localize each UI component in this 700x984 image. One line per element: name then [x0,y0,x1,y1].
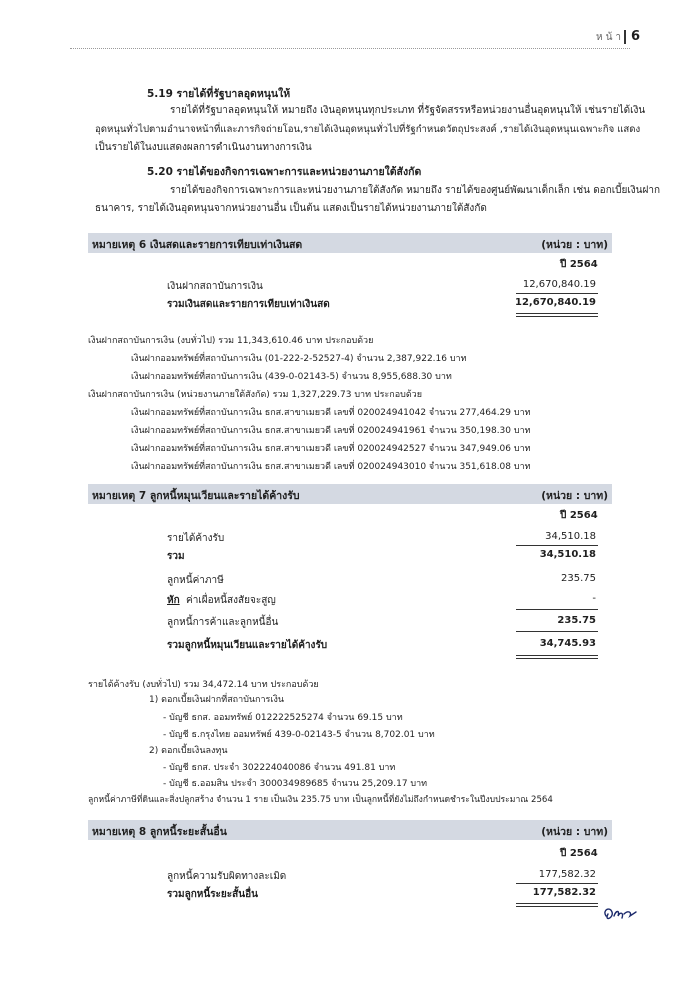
note-6-detail: เงินฝากสถาบันการเงิน (หน่วยงานภายใต้สังกัด) รวม 1,327,229.73 บาท ประกอบด้วย [88,390,422,400]
note-7-tax-label: ลูกหนี้ค่าภาษี [167,575,224,586]
note-6-subtotal-rule [516,293,598,294]
section-5-20-line: รายได้ของกิจการเฉพาะการและหน่วยงานภายใต้สังกัด หมายถึง รายได้ของศูนย์พัฒนาเด็กเล็ก เช่น ดอกเบี้ยเงินฝาก [170,185,661,196]
note-6-total-rule-1 [516,313,598,314]
note-8-title: หมายเหตุ 8 ลูกหนี้ระยะสั้นอื่น [92,826,227,838]
note-6-deposit-value: 12,670,840.19 [522,279,596,290]
note-6-total-label: รวมเงินสดและรายการเทียบเท่าเงินสด [167,299,330,310]
note-7-sum-label: รวม [167,551,185,562]
note-6-detail: เงินฝากออมทรัพย์ที่สถาบันการเงิน (439-0-02143-5) จำนวน 8,955,688.30 บาท [131,372,452,382]
note-7-total-rule-1 [516,655,598,656]
note-6-header [88,233,612,253]
note-6-detail: เงินฝากสถาบันการเงิน (งบทั่วไป) รวม 11,343,610.46 บาท ประกอบด้วย [88,336,374,346]
note-7-detail: - บัญชี ธ.ออมสิน ประจำ 300034989685 จำนวน 25,209.17 บาท [163,779,428,789]
note-7-trade-value: 235.75 [557,615,596,626]
page-label: หน้า [596,32,625,43]
note-7-accrued-rule [516,545,598,546]
note-8-subtotal-rule [516,883,598,884]
note-6-year: ปี 2564 [560,259,598,270]
note-6-deposit-label: เงินฝากสถาบันการเงิน [167,281,263,292]
note-6-unit: (หน่วย : บาท) [541,239,608,251]
note-7-less-label: หัก [167,595,180,606]
section-5-19-line: รายได้ที่รัฐบาลอุดหนุนให้ หมายถึง เงินอุดหนุนทุกประเภท ที่รัฐจัดสรรหรือหน่วยงานอื่นอุดหนุนให้ เช่นรายได้เงิน [170,105,646,116]
note-6-detail: เงินฝากออมทรัพย์ที่สถาบันการเงิน ธกส.สาขาเมยวดี เลขที่ 020024941961 จำนวน 350,198.30 บาท [131,426,531,436]
note-7-year: ปี 2564 [560,510,598,521]
section-5-19-line: อุดหนุนทั่วไปตามอำนาจหน้าที่และภารกิจถ่ายโอน,รายได้เงินอุดหนุนทั่วไปที่รัฐกำหนดวัตถุประสงค์ ,รายได้เงินอุดหนุนเฉพาะกิจ แสดง [95,124,641,135]
note-6-total-rule-2 [516,316,598,317]
section-5-20-line: ธนาคาร, รายได้เงินอุดหนุนจากหน่วยงานอื่น เป็นต้น แสดงเป็นรายได้หน่วยงานภายใต้สังกัด [95,203,487,214]
note-8-total-label: รวมลูกหนี้ระยะสั้นอื่น [167,889,258,900]
note-7-tax-value: 235.75 [561,573,596,584]
note-7-detail: - บัญชี ธ.กรุงไทย ออมทรัพย์ 439-0-02143-5 จำนวน 8,702.01 บาท [163,730,435,740]
note-6-title: หมายเหตุ 6 เงินสดและรายการเทียบเท่าเงินสด [92,239,303,251]
note-7-sum-value: 34,510.18 [539,549,596,560]
note-6-detail: เงินฝากออมทรัพย์ที่สถาบันการเงิน ธกส.สาขาเมยวดี เลขที่ 020024941042 จำนวน 277,464.29 บาท [131,408,531,418]
note-7-allowance-value: - [592,593,596,604]
handwritten-signature [600,900,640,930]
note-8-total-value: 177,582.32 [532,887,596,898]
note-7-allowance-rule [516,609,598,610]
note-8-tort-value: 177,582.32 [538,869,596,880]
note-8-year: ปี 2564 [560,848,598,859]
note-7-total-label: รวมลูกหนี้หมุนเวียนและรายได้ค้างรับ [167,640,328,651]
note-7-trade-label: ลูกหนี้การค้าและลูกหนี้อื่น [167,617,279,628]
page-number: 6 [631,29,641,44]
note-7-accrued-value: 34,510.18 [545,531,596,542]
note-8-total-rule-2 [516,906,598,907]
note-8-header [88,820,612,840]
note-8-unit: (หน่วย : บาท) [541,826,608,838]
note-8-tort-label: ลูกหนี้ความรับผิดทางละเมิด [167,871,287,882]
note-7-trade-rule [516,631,598,632]
note-7-header [88,484,612,504]
note-7-detail: ลูกหนี้ค่าภาษีที่ดินและสิ่งปลูกสร้าง จำนวน 1 ราย เป็นเงิน 235.75 บาท เป็นลูกหนี้ที่ยังไม่ถึงกำหนดชำระในปีงบประมาณ 2564 [88,795,553,805]
page-separator [624,30,626,44]
section-5-19-title: 5.19 รายได้ที่รัฐบาลอุดหนุนให้ [147,88,291,100]
section-5-20-title: 5.20 รายได้ของกิจการเฉพาะการและหน่วยงานภายใต้สังกัด [147,166,422,178]
note-7-accrued-label: รายได้ค้างรับ [167,533,225,544]
note-6-detail: เงินฝากออมทรัพย์ที่สถาบันการเงิน ธกส.สาขาเมยวดี เลขที่ 020024943010 จำนวน 351,618.08 บาท [131,462,531,472]
section-5-19-line: เป็นรายได้ในงบแสดงผลการดำเนินงานทางการเงิน [95,142,312,153]
note-6-detail: เงินฝากออมทรัพย์ที่สถาบันการเงิน ธกส.สาขาเมยวดี เลขที่ 020024942527 จำนวน 347,949.06 บาท [131,444,531,454]
note-7-unit: (หน่วย : บาท) [541,490,608,502]
note-7-detail: 2) ดอกเบี้ยเงินลงทุน [149,746,228,756]
note-7-detail: - บัญชี ธกส. ออมทรัพย์ 012222525274 จำนวน 69.15 บาท [163,713,403,723]
note-7-detail: รายได้ค้างรับ (งบทั่วไป) รวม 34,472.14 บาท ประกอบด้วย [88,680,319,690]
note-7-allowance-label: ค่าเผื่อหนี้สงสัยจะสูญ [186,595,276,606]
note-8-total-rule-1 [516,903,598,904]
note-7-title: หมายเหตุ 7 ลูกหนี้หมุนเวียนและรายได้ค้างรับ [92,490,300,502]
note-7-total-rule-2 [516,658,598,659]
note-7-detail: 1) ดอกเบี้ยเงินฝากที่สถาบันการเงิน [149,695,285,705]
note-7-detail: - บัญชี ธกส. ประจำ 302224040086 จำนวน 491.81 บาท [163,763,396,773]
header-divider [70,48,630,49]
note-7-total-value: 34,745.93 [539,638,596,649]
note-6-total-value: 12,670,840.19 [515,297,596,308]
note-6-detail: เงินฝากออมทรัพย์ที่สถาบันการเงิน (01-222-2-52527-4) จำนวน 2,387,922.16 บาท [131,354,467,364]
